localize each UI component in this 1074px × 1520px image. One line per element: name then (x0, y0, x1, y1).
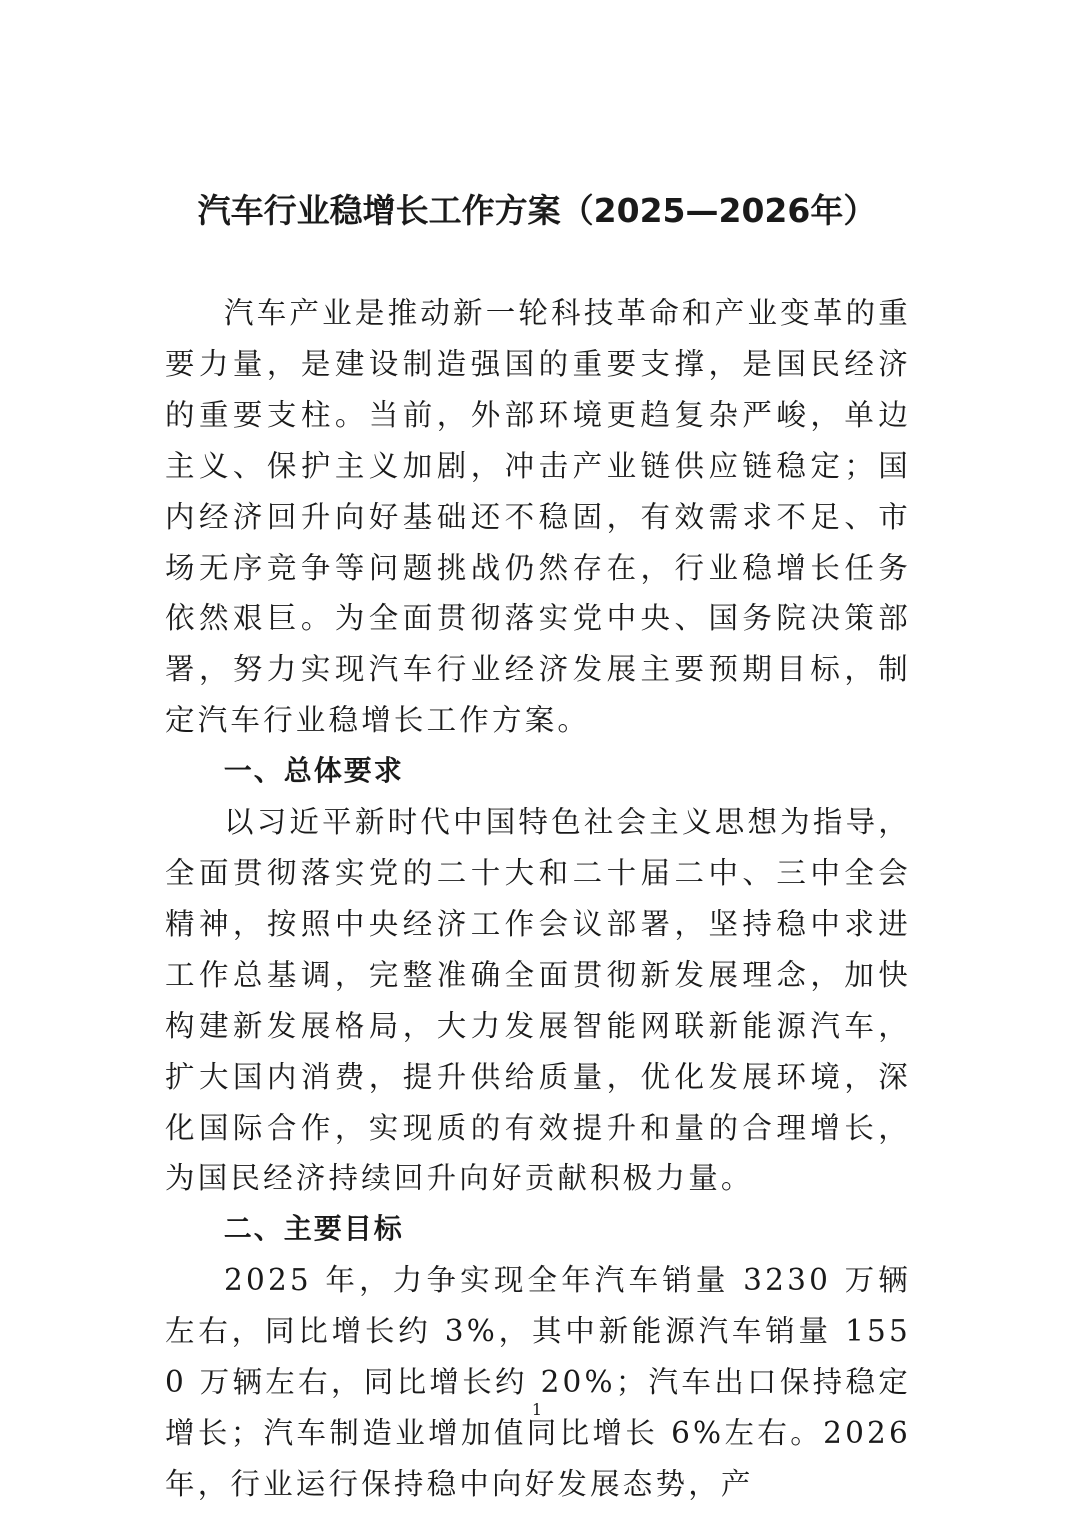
intro-paragraph: 汽车产业是推动新一轮科技革命和产业变革的重要力量，是建设制造强国的重要支撑，是国民经济的重要支柱。当前，外部环境更趋复杂严峻，单边主义、保护主义加剧，冲击产业链供应链稳定；国内经济回升向好基础还不稳固，有效需求不足、市场无序竞争等问题挑战仍然存在，行业稳增长任务依然艰巨。为全面贯彻落实党中央、国务院决策部署，努力实现汽车行业经济发展主要预期目标，制定汽车行业稳增长工作方案。 (165, 296, 911, 738)
page-number: 1 (531, 1400, 543, 1419)
section-heading-main-targets: 二、主要目标 (223, 1212, 404, 1246)
document-body (165, 288, 911, 1510)
general-requirements-paragraph: 以习近平新时代中国特色社会主义思想为指导，全面贯彻落实党的二十大和二十届二中、三中全会精神，按照中央经济工作会议部署，坚持稳中求进工作总基调，完整准确全面贯彻新发展理念，加快构建新发展格局，大力发展智能网联新能源汽车，扩大国内消费，提升供给质量，优化发展环境，深化国际合作，实现质的有效提升和量的合理增长，为国民经济持续回升向好贡献积极力量。 (165, 805, 911, 1196)
document-title: 汽车行业稳增长工作方案（2025—2026年） (197, 191, 877, 230)
section-heading-general-requirements: 一、总体要求 (223, 754, 404, 788)
main-targets-paragraph: 2025 年，力争实现全年汽车销量 3230 万辆左右，同比增长约 3%，其中新能源汽车销量 1550 万辆左右，同比增长约 20%；汽车出口保持稳定增长；汽车制造业增加值同比增长 6%左右。2026 年，行业运行保持稳中向好发展态势，产 (165, 1263, 911, 1501)
